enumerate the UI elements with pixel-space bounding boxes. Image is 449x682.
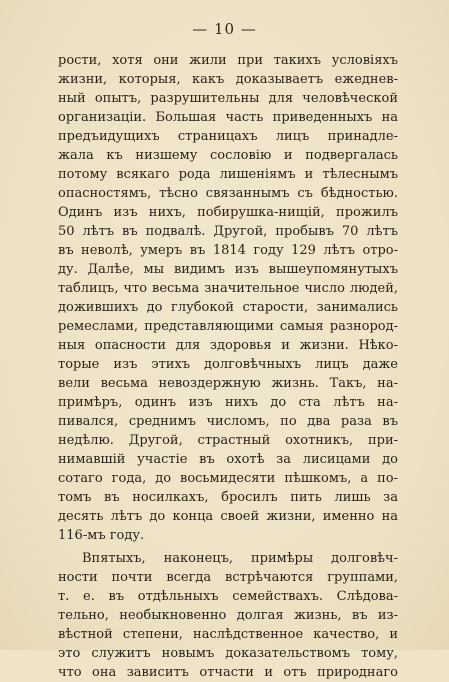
text-line: сотаго года, до восьмидесяти пѣшкомъ, а по-	[58, 471, 398, 486]
text-line: томъ въ носилкахъ, бросилъ пить лишь за	[58, 490, 398, 505]
text-line: въ неволѣ, умеръ въ 1814 году 129 лѣтъ отро-	[58, 243, 398, 258]
text-line: что она зависитъ отчасти и отъ природнаго	[58, 665, 398, 680]
text-line: дожившихъ до глубокой старости, занимались	[58, 300, 398, 315]
text-line: потому всякаго рода лишеніямъ и тѣлеснымъ	[58, 167, 398, 182]
text-line: торые изъ этихъ долговѣчныхъ лицъ даже	[58, 357, 398, 372]
page-number: — 10 —	[192, 20, 257, 38]
text-line: 116-мъ году.	[58, 528, 145, 543]
text-line: десять лѣтъ до конца своей жизни, именно на	[58, 509, 398, 524]
text-line: вели весьма невоздержную жизнь. Такъ, на-	[58, 376, 398, 391]
text-line: опасностямъ, тѣсно связаннымъ съ бѣдностью.	[58, 186, 398, 201]
text-line: тельно, необыкновенно долгая жизнь, въ из-	[58, 608, 398, 623]
text-line: таблицъ, что весьма значительное число людей,	[58, 281, 398, 296]
text-line: организаціи. Большая часть приведенныхъ на	[58, 110, 398, 125]
text-line: Впятыхъ, наконецъ, примѣры долговѣч-	[82, 551, 398, 566]
text-line: жала къ низшему сословію и подвергалась	[58, 148, 398, 163]
text-line: вѣстной степени, наслѣдственное качество, и	[58, 627, 398, 642]
text-line: примѣръ, одинъ изъ нихъ до ста лѣтъ на-	[58, 395, 398, 410]
text-line: ремеслами, представляющими самыя разнород-	[58, 319, 398, 334]
text-line: Одинъ изъ нихъ, побирушка-нищій, прожилъ	[58, 205, 398, 220]
text-line: ности почти всегда встрѣчаются группами,	[58, 570, 398, 585]
text-line: жизни, которыя, какъ доказываетъ ежеднев-	[58, 72, 398, 87]
text-line: ду. Далѣе, мы видимъ изъ вышеупомянутыхъ	[58, 262, 398, 277]
body-text	[58, 51, 398, 682]
text-line: пивался, среднимъ числомъ, по два раза въ	[58, 414, 398, 429]
text-line: предъидущихъ страницахъ лицъ принадле-	[58, 129, 398, 144]
text-line: 50 лѣтъ въ подвалѣ. Другой, пробывъ 70 лѣтъ	[58, 224, 398, 239]
text-line: ныя опасности для здоровья и жизни. Нѣко-	[58, 338, 398, 353]
text-line: рости, хотя они жили при такихъ условіяхъ	[58, 53, 398, 68]
text-line: недѣлю. Другой, страстный охотникъ, при-	[58, 433, 398, 448]
text-line: т. е. въ отдѣльныхъ семействахъ. Слѣдова-	[58, 589, 398, 604]
text-line: ный опытъ, разрушительны для человѣческой	[58, 91, 398, 106]
text-line: нимавшій участіе въ охотѣ за лисицами до	[58, 452, 398, 467]
text-line: это служитъ новымъ доказательствомъ тому,	[58, 646, 398, 661]
